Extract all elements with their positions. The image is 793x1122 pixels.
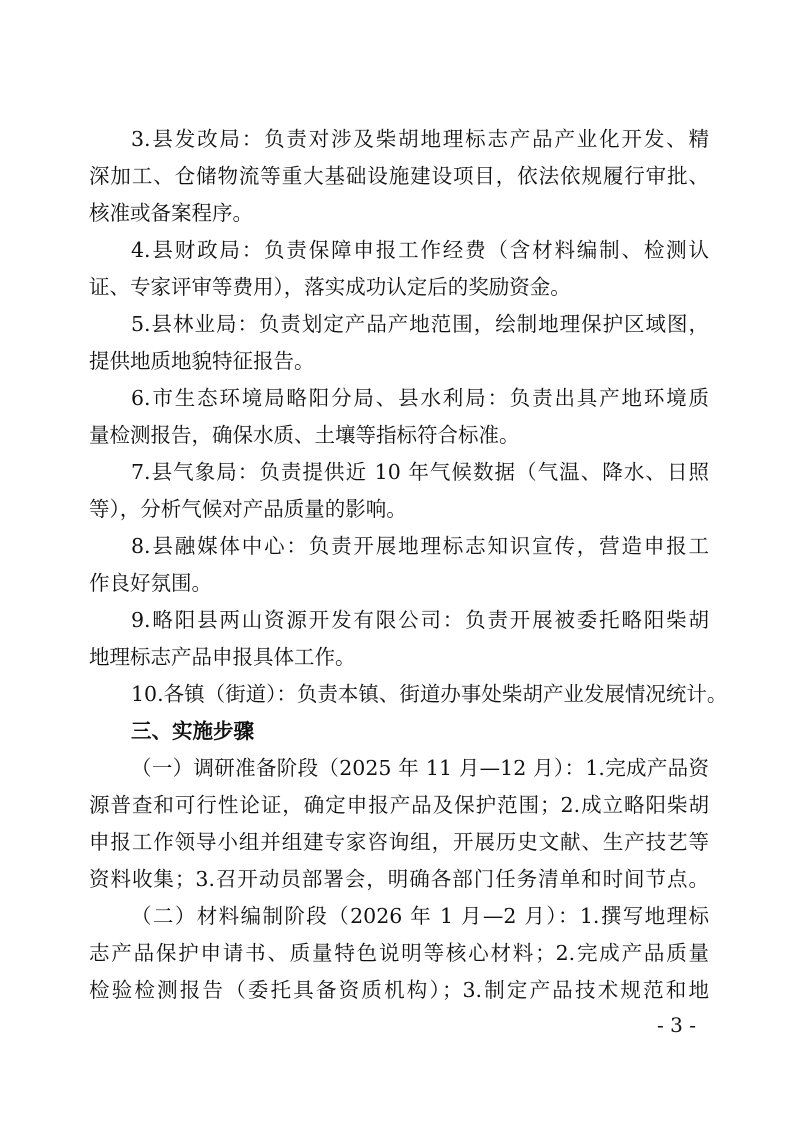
paragraph-line: 提供地质地貌特征报告。 (89, 349, 315, 373)
paragraph-line: 9.略阳县两山资源开发有限公司：负责开展被委托略阳柴胡 (131, 608, 709, 632)
paragraph-line: 核准或备案程序。 (89, 201, 253, 225)
paragraph-line: 4.县财政局：负责保障申报工作经费（含材料编制、检测认 (131, 238, 709, 262)
paragraph-line: （二）材料编制阶段（2026 年 1 月—2 月）：1.撰写地理标 (131, 904, 709, 928)
paragraph-line: 量检测报告，确保水质、土壤等指标符合标准。 (89, 423, 520, 447)
paragraph-line: 源普查和可行性论证，确定申报产品及保护范围；2.成立略阳柴胡 (89, 793, 709, 817)
paragraph-line: 检验检测报告（委托具备资质机构）；3.制定产品技术规范和地 (89, 978, 709, 1002)
paragraph-line: （一）调研准备阶段（2025 年 11 月—12 月）：1.完成产品资 (131, 756, 709, 780)
paragraph-line: 地理标志产品申报具体工作。 (89, 645, 356, 669)
paragraph-line: 志产品保护申请书、质量特色说明等核心材料；2.完成产品质量 (89, 941, 709, 965)
paragraph-line: 8.县融媒体中心：负责开展地理标志知识宣传，营造申报工 (131, 534, 709, 558)
paragraph-line: 5.县林业局：负责划定产品产地范围，绘制地理保护区域图， (131, 312, 709, 336)
paragraph-line: 3.县发改局：负责对涉及柴胡地理标志产品产业化开发、精 (131, 127, 709, 151)
paragraph-line: 6.市生态环境局略阳分局、县水利局：负责出具产地环境质 (131, 386, 709, 410)
paragraph-line: 资料收集；3.召开动员部署会，明确各部门任务清单和时间节点。 (89, 867, 709, 891)
paragraph-line: 申报工作领导小组并组建专家咨询组，开展历史文献、生产技艺等 (89, 830, 709, 854)
paragraph-line: 证、专家评审等费用），落实成功认定后的奖励资金。 (89, 275, 571, 299)
paragraph-line: 等），分析气候对产品质量的影响。 (89, 497, 407, 521)
page-number: - 3 - (657, 1013, 696, 1037)
paragraph-line: 作良好氛围。 (89, 571, 212, 595)
paragraph-line: 7.县气象局：负责提供近 10 年气候数据（气温、降水、日照 (131, 460, 709, 484)
paragraph-line: 深加工、仓储物流等重大基础设施建设项目，依法依规履行审批、 (89, 164, 709, 188)
section-heading: 三、实施步骤 (131, 719, 254, 743)
paragraph-line: 10.各镇（街道）：负责本镇、街道办事处柴胡产业发展情况统计。 (131, 682, 728, 706)
